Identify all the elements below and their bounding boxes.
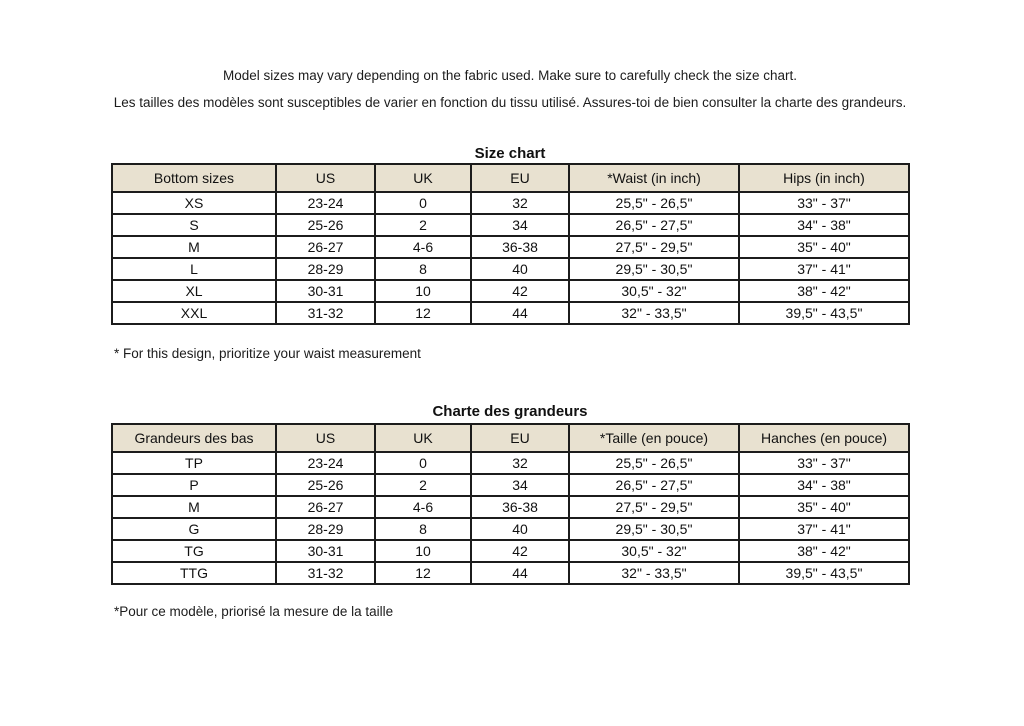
size-value: 44 [471,302,569,324]
size-label: G [112,518,276,540]
size-label: TG [112,540,276,562]
column-header: Hips (in inch) [739,164,909,192]
size-value: 27,5" - 29,5" [569,496,739,518]
size-value: 31-32 [276,302,375,324]
size-value: 38" - 42" [739,540,909,562]
size-value: 25,5" - 26,5" [569,192,739,214]
column-header: EU [471,164,569,192]
size-value: 28-29 [276,518,375,540]
size-value: 25,5" - 26,5" [569,452,739,474]
column-header: Grandeurs des bas [112,424,276,452]
size-value: 32" - 33,5" [569,562,739,584]
table-row [112,474,909,496]
column-header: US [276,424,375,452]
size-value: 29,5" - 30,5" [569,518,739,540]
size-value: 30,5" - 32" [569,540,739,562]
size-value: 33" - 37" [739,452,909,474]
size-value: 37" - 41" [739,518,909,540]
size-value: 37" - 41" [739,258,909,280]
header-row [112,164,909,192]
size-value: 8 [375,258,471,280]
size-value: 32" - 33,5" [569,302,739,324]
size-value: 23-24 [276,192,375,214]
size-value: 26-27 [276,496,375,518]
column-header: *Waist (in inch) [569,164,739,192]
table-row [112,280,909,302]
column-header: UK [375,424,471,452]
column-header: Bottom sizes [112,164,276,192]
table-row [112,540,909,562]
size-value: 38" - 42" [739,280,909,302]
size-value: 32 [471,192,569,214]
column-header: US [276,164,375,192]
size-value: 42 [471,540,569,562]
size-value: 27,5" - 29,5" [569,236,739,258]
header-row [112,424,909,452]
intro-text-french: Les tailles des modèles sont susceptibles de varier en fonction du tissu utilisé. Assures-toi de bien consulter la charte des grandeurs. [113,95,907,110]
size-value: 26-27 [276,236,375,258]
size-value: 42 [471,280,569,302]
column-header: Hanches (en pouce) [739,424,909,452]
size-value: 26,5" - 27,5" [569,474,739,496]
size-value: 34" - 38" [739,214,909,236]
size-label: TTG [112,562,276,584]
size-value: 33" - 37" [739,192,909,214]
size-label: L [112,258,276,280]
size-value: 10 [375,280,471,302]
size-value: 40 [471,258,569,280]
waist-footnote-french: *Pour ce modèle, priorisé la mesure de la taille [114,604,394,619]
size-label: XL [112,280,276,302]
size-value: 2 [375,214,471,236]
size-value: 39,5" - 43,5" [739,302,909,324]
size-chart-table-english [111,163,910,325]
size-value: 44 [471,562,569,584]
size-chart-table-french [111,423,910,585]
table-row [112,214,909,236]
column-header: *Taille (en pouce) [569,424,739,452]
size-value: 4-6 [375,236,471,258]
column-header: UK [375,164,471,192]
table-row [112,518,909,540]
size-value: 36-38 [471,236,569,258]
table-row [112,302,909,324]
size-value: 8 [375,518,471,540]
size-value: 23-24 [276,452,375,474]
table-row [112,562,909,584]
size-value: 39,5" - 43,5" [739,562,909,584]
size-value: 32 [471,452,569,474]
size-chart-title-english: Size chart [474,145,546,162]
size-label: XS [112,192,276,214]
table-row [112,258,909,280]
table-row [112,236,909,258]
size-value: 34" - 38" [739,474,909,496]
table-row [112,192,909,214]
size-label: TP [112,452,276,474]
size-value: 30,5" - 32" [569,280,739,302]
size-value: 35" - 40" [739,236,909,258]
size-value: 35" - 40" [739,496,909,518]
size-label: S [112,214,276,236]
size-label: M [112,496,276,518]
size-value: 29,5" - 30,5" [569,258,739,280]
size-value: 30-31 [276,540,375,562]
intro-text-english: Model sizes may vary depending on the fabric used. Make sure to carefully check the size chart. [222,68,798,83]
table-row [112,452,909,474]
size-value: 34 [471,474,569,496]
size-value: 40 [471,518,569,540]
size-label: XXL [112,302,276,324]
size-label: M [112,236,276,258]
size-value: 34 [471,214,569,236]
size-value: 30-31 [276,280,375,302]
size-value: 12 [375,302,471,324]
size-value: 2 [375,474,471,496]
size-value: 4-6 [375,496,471,518]
size-value: 10 [375,540,471,562]
size-chart-title-french: Charte des grandeurs [432,403,588,420]
size-value: 36-38 [471,496,569,518]
size-value: 0 [375,452,471,474]
size-value: 28-29 [276,258,375,280]
size-value: 0 [375,192,471,214]
size-value: 25-26 [276,474,375,496]
size-value: 31-32 [276,562,375,584]
waist-footnote-english: * For this design, prioritize your waist measurement [114,346,421,361]
size-label: P [112,474,276,496]
size-value: 12 [375,562,471,584]
size-value: 25-26 [276,214,375,236]
table-row [112,496,909,518]
column-header: EU [471,424,569,452]
size-value: 26,5" - 27,5" [569,214,739,236]
